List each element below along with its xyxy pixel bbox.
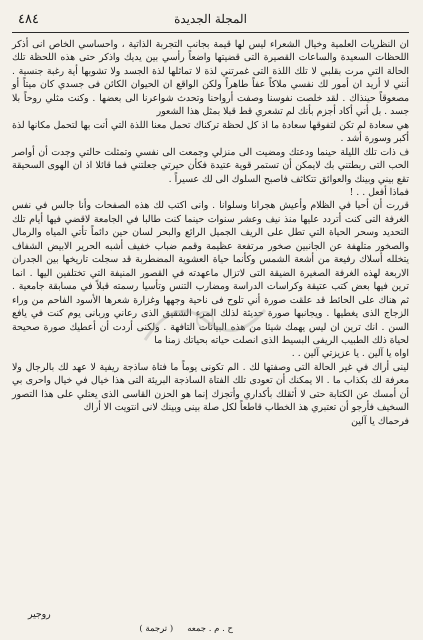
paragraph: قررت أن أحيا في الظلام وأعيش هجرانا وسلوانا . وانى اكتب لك هذه الصفحات وأنا جالس في نفس الغرفة التى كنت أتردد عليها منذ نيف وعشر سنوات حينما كنت طالبا في الجامعة لاقضي فيها أيام تلك التحديد وسحر الحياة التي تطل على الريف الجميل الرائع والبحر لسان حين دائماً تأتي المياه والرمال والصخور متلهفة عن الجانبين صخور مرتفعة عظيمة وقمم ضباب خفيف أشبه الحرير الابيض الشفاف يتخلله أسلاك رفيعة من أشعة الشمس وكأنما حياة العشوية المضطربة قد سجلت تاريخها بين الجدران الاربعة لهذه الغرفة الصغيرة الضيقة التى لاتزال ماعهدته في القصور المنيفة التي تختلفين اليها . انما ترين فيها بعض كتب عتيقة وكراسات الدراسة ومضارب التنس وتأسيا رسمته قبلاً في مسابقة جامعية . ثم هناك على الحائط قد علقت صورة أني تلوح فى ناحية وجهها وغزارة شعرها الأسود الفاحم من وراء الزجاج الذى يغطيها . ويجانبها صورة حديثة لذلك المرء الشقيق الذى رعاني وربانى يوم كنت في يافع السن . انك ترين ان ليس يهمك شيئا من هذه البيانات التافهة . ولكنى أردت أن أعطيك صورة صحيحة لحياة ذلك الطبيب الريفى البسيط الذى انصلت حياته بحياتك زمنا ما: [12, 200, 409, 346]
running-title: المجلة الجديدة: [174, 12, 247, 26]
translation-note: ( ترجمة ): [139, 624, 174, 634]
page-number: ٤٨٤: [18, 12, 39, 27]
paragraph: ان النظريات العلمية وخيال الشعراء ليس لها قيمة بجانب التجربة الذاتية ، واحساسي الخاص انى أذكر اللحظات السعيدة والساعات القصيرة التى قضيتها واضعاً رأسي بين يديك واذكر حتى هذه اللحظة تلك الحالة التي مرت بقلبي لا تلك اللذة التى غمرتني لذة لا تماثلها لذة الجسد ولا تشوبها أية رغبة جنسية . أنني لا أريد ان أمور لك نفسي ملاكاً عفاً طاهراً ولكن الواقع ان الحيوان الكائن فى جسدي كان ميتاً أو مصعوقاً حينذاك . لقد خلصت نفوسنا وصفت أرواحنا وتحدث شواعرنا الى بعضها . وكنت مثلي روحاً بلا جسد . بل أني أكاد أجزم بأنك لم تشعري قط قبلا بمثل هذا الشعور: [12, 39, 409, 118]
paragraph: فماذا أفعل . . !: [349, 186, 409, 198]
author-signature: روجير: [28, 609, 51, 620]
page-header: [12, 10, 409, 33]
translation-credit: [139, 624, 233, 634]
translator-name: ح . م . جمعه: [187, 624, 233, 634]
paragraph: اواه يا آلين . يا عزيزتي آلين . .: [291, 348, 409, 360]
paragraph: لينى أراك في غير الحالة التى وصفتها لك . الم تكونى يوماً ما فتاة ساذجة ريفية لا عهد لك بالرجال ولا معرفة لك بكذاب ما . الا يمكنك أن تعودى تلك الفتاة الساذجة البريئة التى هذا خيال في خيال واحرى بي أن أمسك عن الكتابة حتى لا أثقلك بأكداري وأتجزك إنما هو الحزن القاسى الذى يعتلي على هذا التصور السخيف فأرجو أن تعتبري هذ الخطاب قاطعاً لكل صلة بينى وبينك لانى انتويت الا أراك: [12, 361, 409, 414]
paragraph: هي سعادة لم تكن لتفوقها سعادة ما اذ كل لحظة تركناك تحمل معنا اللذة التي أتت بها لتحمل مكانها لذة أكبر وسورة أشد .: [12, 119, 409, 145]
paragraph: فرحماك يا آلين: [351, 415, 409, 427]
paragraph: ف ذات تلك الليلة حينما ودعتك ومضيت الى منزلي وجمعت الى نفسي وتمثلت حالتي وجدت أن أواصر الحب التى ربطتني بك لايمكن أن تستمر قوية عتيدة فكأن حيرتي جعلتني فما قائلا اذ ان الهوى السحيقة تقع بيني وبينك والعوائق تتكاثف فاصبح السلوك الى لك عسيراً .: [12, 146, 409, 185]
article-body: [12, 38, 409, 428]
